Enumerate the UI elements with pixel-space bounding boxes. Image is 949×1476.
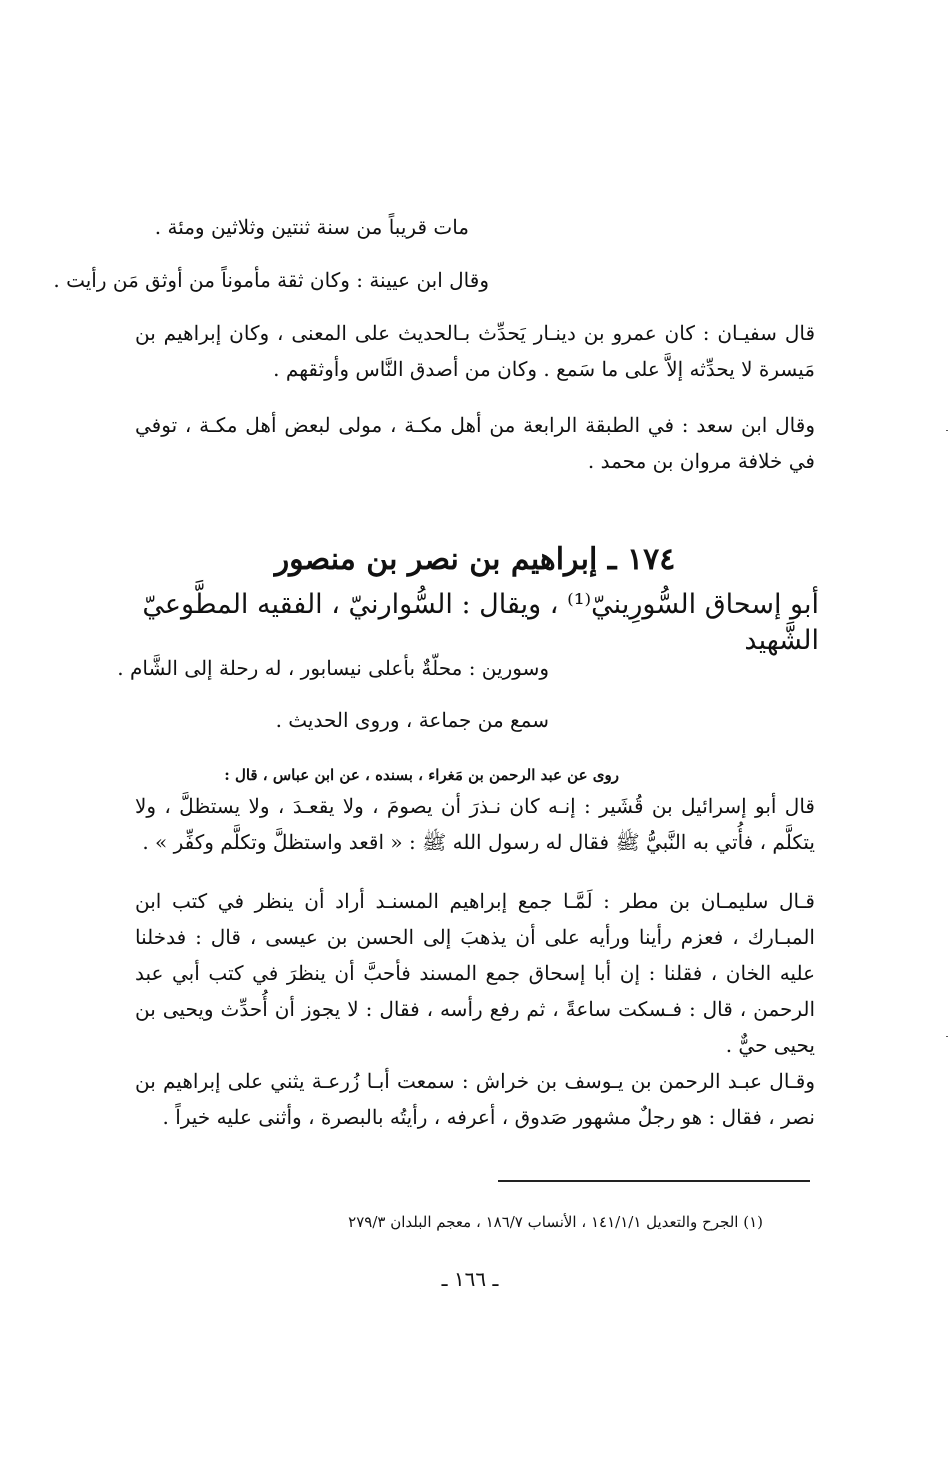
- text-line: وقال ابن عيينة : وكان ثقة مأموناً من أوثق مَن رأيت .: [53, 268, 489, 292]
- paragraph: وقال ابن سعد : في الطبقة الرابعة من أهل مكـة ، مولى لبعض أهل مكـة ، توفي في خلافة مروان بن محمد .: [135, 413, 815, 473]
- paragraph: وقـال عبـد الرحمن بن يـوسف بن خراش : سمعت أبـا زُرعـة يثني على إبراهيم بن نصر ، فقال : هو رجلٌ مشهور صَدوق ، أعرفه ، رأيتُه بالبصرة ، وأثنى عليه خيراً .: [135, 1069, 815, 1129]
- footnote: (١) الجرح والتعديل ١٤١/١/١ ، الأنساب ١٨٦/٧ ، معجم البلدان ٢٧٩/٣: [348, 1213, 763, 1231]
- scan-speck: [946, 430, 948, 431]
- paragraph: قال سفيـان : كان عمرو بن دينـار يَحدِّث بـالحديث على المعنى ، وكان إبراهيم بن مَيسرة لا يحدِّثه إلاَّ على ما سَمع . وكان من أصدق النَّاس وأوثقهم .: [135, 321, 815, 381]
- text-line: مات قريباً من سنة ثنتين وثلاثين ومئة .: [154, 215, 469, 239]
- page-number: ـ ١٦٦ ـ: [441, 1267, 499, 1291]
- isnad-line: روى عن عبد الرحمن بن مَغراء ، بسنده ، عن ابن عباس ، قال :: [224, 766, 619, 784]
- footnote-separator: [498, 1180, 810, 1182]
- entry-title: ١٧٤ ـ إبراهيم بن نصر بن منصور: [274, 542, 676, 577]
- entry-subtitle: أبو إسحاق السُّورِينيّ⁽¹⁾ ، ويقال : السُّوارنيّ ، الفقيه المطَّوعيّ الشَّهيد: [142, 589, 819, 656]
- text-line: سمع من جماعة ، وروى الحديث .: [275, 708, 549, 732]
- scan-speck: [946, 1036, 948, 1037]
- text-line: وسورين : محلَّةٌ بأعلى نيسابور ، له رحلة إلى الشَّام .: [117, 656, 549, 680]
- paragraph: قال أبو إسرائيل بن قُشَير : إنـه كان نـذرَ أن يصومَ ، ولا يقعـدَ ، ولا يستظلَّ ، ولا يتكلَّم ، فأُتي به النَّبيُّ ﷺ فقال له رسول الله ﷺ : « اقعد واستظلَّ وتكلَّم وكفِّر » .: [135, 794, 815, 854]
- paragraph: قـال سليمـان بن مطر : لَمَّـا جمع إبراهيم المسنـد أراد أن ينظر في كتب ابن المبـارك ، فعزم رأينا ورأيه على أن يذهبَ إلى الحسن بن عيسى ، قال : فدخلنا عليه الخان ، فقلنا : إن أبا إسحاق جمع المسند فأحبَّ أن ينظرَ في كتب أبي عبد الرحمن ، قال : فـسكت ساعةً ، ثم رفع رأسه ، فقال : لا يجوز أن أُحدِّث ويحيى بن يحيى حيٌّ .: [135, 889, 815, 1057]
